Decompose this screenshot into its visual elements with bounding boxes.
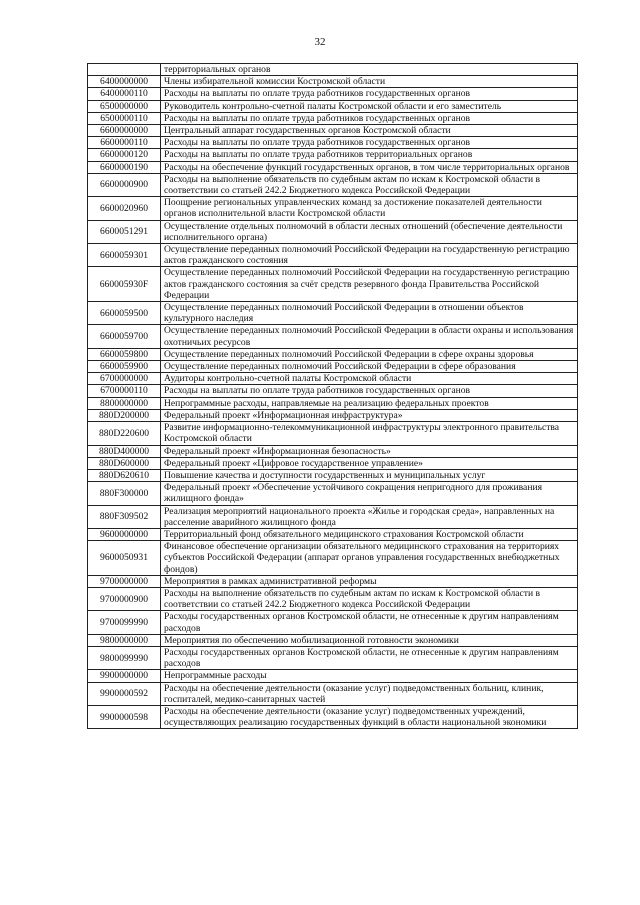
row-description: Мероприятия в рамках административной реформы [161,575,578,587]
row-description: Реализация мероприятий национального проекта «Жилье и городская среда», направленных на расселение аварийного жилищного фонда [161,505,578,528]
row-description: Федеральный проект «Обеспечение устойчивого сокращения непригодного для проживания жилищного фонда» [161,482,578,505]
row-code: 9700000000 [88,575,161,587]
row-description: Расходы на выплаты по оплате труда работников государственных органов [161,385,578,397]
row-description: Осуществление переданных полномочий Российской Федерации на государственную регистрацию актов гражданского состояния [161,244,578,267]
row-description: Расходы на обеспечение деятельности (оказание услуг) подведомственных больниц, клиник, госпиталей, медико-санитарных частей [161,682,578,705]
table-row [88,445,578,457]
row-description: Непрограммные расходы, направляемые на реализацию федеральных проектов [161,397,578,409]
table-row [88,220,578,243]
table-row [88,76,578,88]
table-body [88,64,578,729]
table-row [88,149,578,161]
row-description: Расходы государственных органов Костромской области, не отнесенные к другим направлениям расходов [161,646,578,669]
table-row [88,469,578,481]
row-code: 6600059700 [88,325,161,348]
table-row [88,575,578,587]
row-code: 6600020960 [88,197,161,220]
row-description: Расходы на выплаты по оплате труда работников территориальных органов [161,149,578,161]
row-code: 6600051291 [88,220,161,243]
row-description: Расходы на обеспечение функций государственных органов, в том числе территориальных органов [161,161,578,173]
row-description: Осуществление переданных полномочий Российской Федерации на государственную регистрацию актов гражданского состояния за счёт средств резервного фонда Правительства Российской Федерации [161,267,578,302]
row-code: 6600059500 [88,302,161,325]
table-row [88,705,578,728]
row-description: Расходы на выплаты по оплате труда работников государственных органов [161,112,578,124]
table-row [88,457,578,469]
table-row [88,373,578,385]
table-row [88,385,578,397]
row-code: 6700000000 [88,373,161,385]
row-description: Осуществление переданных полномочий Российской Федерации в сфере образования [161,361,578,373]
table-row [88,541,578,576]
table-row [88,505,578,528]
table-row [88,361,578,373]
row-description: Повышение качества и доступности государственных и муниципальных услуг [161,469,578,481]
row-description: Расходы на обеспечение деятельности (оказание услуг) подведомственных учреждений, осуществляющих реализацию государственных функций в области национальной экономики [161,705,578,728]
table-row [88,112,578,124]
table-row [88,348,578,360]
table-row [88,634,578,646]
row-code: 9600050931 [88,541,161,576]
table-row [88,528,578,540]
row-description: Федеральный проект «Цифровое государственное управление» [161,457,578,469]
table-row [88,682,578,705]
table-row [88,587,578,610]
row-description: Федеральный проект «Информационная безопасность» [161,445,578,457]
table-row [88,161,578,173]
row-code: 6500000000 [88,100,161,112]
table-row [88,267,578,302]
table-row [88,137,578,149]
row-code: 660005930F [88,267,161,302]
row-code: 6600059900 [88,361,161,373]
row-description: Поощрение региональных управленческих команд за достижение показателей деятельности органов исполнительной власти Костромской области [161,197,578,220]
row-description: Расходы на выплаты по оплате труда работников государственных органов [161,88,578,100]
row-code: 9900000598 [88,705,161,728]
row-code: 880D600000 [88,457,161,469]
row-description: Мероприятия по обеспечению мобилизационной готовности экономики [161,634,578,646]
row-code: 6400000000 [88,76,161,88]
page-number: 32 [314,36,326,48]
row-description: Федеральный проект «Информационная инфраструктура» [161,409,578,421]
table-row [88,646,578,669]
row-code: 8800000000 [88,397,161,409]
table-row [88,422,578,445]
table-row [88,100,578,112]
table-row [88,325,578,348]
row-description: Осуществление переданных полномочий Российской Федерации в сфере охраны здоровья [161,348,578,360]
row-code: 880D220600 [88,422,161,445]
row-code: 6600000120 [88,149,161,161]
row-code: 9800000000 [88,634,161,646]
row-code: 6700000110 [88,385,161,397]
budget-code-table [87,63,578,729]
row-description: Осуществление переданных полномочий Российской Федерации в отношении объектов культурного наследия [161,302,578,325]
row-description: Центральный аппарат государственных органов Костромской области [161,125,578,137]
row-code: 6600059800 [88,348,161,360]
row-code: 9700000900 [88,587,161,610]
row-code: 6400000110 [88,88,161,100]
row-code: 9900000000 [88,670,161,682]
row-description: Развитие информационно-телекоммуникационной инфраструктуры электронного правительства Костромской области [161,422,578,445]
row-code [88,64,161,76]
table-row [88,197,578,220]
table-row [88,302,578,325]
row-description: Осуществление переданных полномочий Российской Федерации в области охраны и использования охотничьих ресурсов [161,325,578,348]
row-description: Расходы на выполнение обязательств по судебным актам по искам к Костромской области в соответствии со статьей 242.2 Бюджетного кодекса Российской Федерации [161,173,578,196]
row-description: Члены избирательной комиссии Костромской области [161,76,578,88]
row-description: Расходы на выплаты по оплате труда работников государственных органов [161,137,578,149]
row-description: территориальных органов [161,64,578,76]
table-row [88,482,578,505]
table-row [88,88,578,100]
table-row [88,611,578,634]
row-description: Расходы государственных органов Костромской области, не отнесенные к другим направлениям расходов [161,611,578,634]
row-code: 880F309502 [88,505,161,528]
table-row [88,409,578,421]
row-code: 880D620610 [88,469,161,481]
row-description: Непрограммные расходы [161,670,578,682]
row-code: 6600000110 [88,137,161,149]
row-code: 9600000000 [88,528,161,540]
row-code: 6600000190 [88,161,161,173]
row-code: 6600000000 [88,125,161,137]
row-description: Руководитель контрольно-счетной палаты Костромской области и его заместитель [161,100,578,112]
table-row [88,397,578,409]
table-row [88,125,578,137]
row-code: 9900000592 [88,682,161,705]
row-description: Аудиторы контрольно-счетной палаты Костромской области [161,373,578,385]
table-row [88,64,578,76]
row-code: 9700099990 [88,611,161,634]
table-row [88,173,578,196]
table-row [88,670,578,682]
row-code: 6600059301 [88,244,161,267]
row-code: 880F300000 [88,482,161,505]
row-description: Финансовое обеспечение организации обязательного медицинского страхования на территориях субъектов Российской Федерации (аппарат органов управления государственных внебюджетных фондов) [161,541,578,576]
row-code: 6500000110 [88,112,161,124]
row-description: Осуществление отдельных полномочий в области лесных отношений (обеспечение деятельности исполнительного органа) [161,220,578,243]
row-description: Территориальный фонд обязательного медицинского страхования Костромской области [161,528,578,540]
row-code: 880D400000 [88,445,161,457]
row-code: 6600000900 [88,173,161,196]
row-code: 9800099990 [88,646,161,669]
table-row [88,244,578,267]
row-description: Расходы на выполнение обязательств по судебным актам по искам к Костромской области в соответствии со статьей 242.2 Бюджетного кодекса Российской Федерации [161,587,578,610]
row-code: 880D200000 [88,409,161,421]
